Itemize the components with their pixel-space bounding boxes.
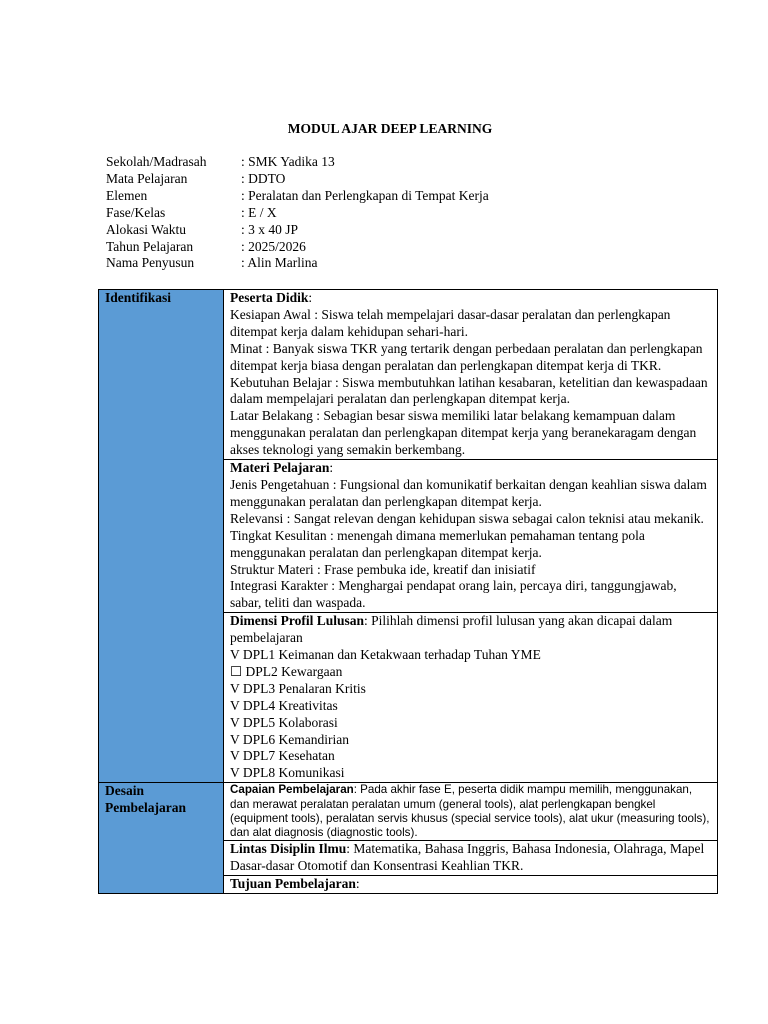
meta-value: : 3 x 40 JP [241, 221, 299, 237]
meta-label: Alokasi Waktu [106, 221, 187, 237]
identifikasi-label: Identifikasi [99, 290, 224, 783]
dpl-item: V DPL3 Penalaran Kritis [230, 680, 366, 696]
meta-value: : E / X [241, 204, 277, 220]
paragraph: Kebutuhan Belajar : Siswa membutuhkan latihan kesabaran, ketelitian dan kewaspadaan dalam mempelajari peralatan dan perlengkapan ditempat kerja. [230, 374, 708, 407]
paragraph: Jenis Pengetahuan : Fungsional dan komunikatif berkaitan dengan keahlian siswa dalam menggunakan peralatan dan perlengkapan ditempat kerja. [230, 476, 707, 509]
heading-text: Materi Pelajaran [230, 460, 330, 476]
paragraph: Tingkat Kesulitan : menengah dimana memerlukan pemahaman tentang pola menggunakan peralatan dan perlengkapan ditempat kerja. [230, 527, 645, 560]
meta-row [106, 154, 489, 171]
materi-heading [230, 460, 711, 477]
meta-label: Tahun Pelajaran [106, 238, 194, 254]
dpl-item: V DPL7 Kesehatan [230, 748, 335, 764]
meta-value: : 2025/2026 [241, 238, 306, 254]
heading-colon: : [355, 876, 360, 892]
meta-label: Elemen [106, 187, 148, 203]
dpl-item: V DPL5 Kolaborasi [230, 714, 338, 730]
meta-label: Nama Penyusun [106, 255, 195, 271]
tujuan-heading: Tujuan Pembelajaran [230, 876, 356, 892]
desain-label: Desain Pembelajaran [99, 783, 224, 894]
heading-colon: : [329, 460, 334, 476]
paragraph: Latar Belakang : Sebagian besar siswa memiliki latar belakang kemampuan dalam menggunakan peralatan dan perlengkapan ditempat kerja yang beranekaragam dengan akses teknologi yang semakin berkembang. [230, 408, 697, 458]
module-table [98, 289, 718, 894]
meta-row [106, 222, 489, 239]
meta-value: : SMK Yadika 13 [241, 154, 335, 169]
paragraph: Relevansi : Sangat relevan dengan kehidupan siswa sebagai calon teknisi atau mekanik. [230, 510, 704, 526]
dpl-item: V DPL4 Kreativitas [230, 697, 338, 713]
meta-row [106, 255, 489, 272]
meta-value: : Peralatan dan Perlengkapan di Tempat Kerja [241, 187, 489, 203]
meta-value: : Alin Marlina [241, 255, 318, 271]
heading-intro: : Pilihlah dimensi profil lulusan yang akan dicapai dalam pembelajaran [230, 613, 673, 646]
meta-row [106, 239, 489, 256]
capaian-heading: Capaian Pembelajaran [230, 783, 354, 797]
dpl-item: V DPL8 Komunikasi [230, 765, 345, 781]
lintas-heading: Lintas Disiplin Ilmu [230, 841, 347, 857]
heading-colon: : [308, 290, 313, 305]
paragraph: Minat : Banyak siswa TKR yang tertarik dengan perbedaan peralatan dan perlengkapan ditempat kerja biasa dengan peralatan dan perlengkapan ditempat kerja di TKR. [230, 340, 703, 373]
materi-cell [224, 460, 718, 613]
meta-label: Sekolah/Madrasah [106, 154, 207, 169]
meta-label: Mata Pelajaran [106, 170, 188, 186]
meta-block [106, 154, 489, 272]
meta-row [106, 188, 489, 205]
dpl-item: V DPL1 Keimanan dan Ketakwaan terhadap Tuhan YME [230, 647, 541, 663]
table-row [99, 290, 718, 460]
peserta-didik-cell [224, 290, 718, 460]
dpl-item: ☐ DPL2 Kewargaan [230, 663, 343, 679]
meta-label: Fase/Kelas [106, 204, 166, 220]
lintas-text: : Matematika, Bahasa Inggris, Bahasa Indonesia, Olahraga, Mapel Dasar-dasar Otomotif dan Konsentrasi Keahlian TKR. [230, 841, 705, 874]
capaian-cell [224, 783, 718, 841]
tujuan-cell [224, 876, 718, 894]
heading-text: Peserta Didik [230, 290, 309, 305]
peserta-didik-heading [230, 290, 711, 307]
meta-row [106, 171, 489, 188]
dimensi-cell [224, 613, 718, 783]
dpl-item: V DPL6 Kemandirian [230, 731, 349, 747]
table-row [99, 783, 718, 841]
meta-value: : DDTO [241, 170, 286, 186]
paragraph: Integrasi Karakter : Menghargai pendapat orang lain, percaya diri, tanggungjawab, sabar, teliti dan waspada. [230, 578, 677, 611]
lintas-cell [224, 841, 718, 876]
capaian-text: : Pada akhir fase E, peserta didik mampu memilih, menggunakan, dan merawat peralatan peralatan umum (general tools), alat perlengkapan bengkel (equipment tools), peralatan servis khusus (special service tools), alat ukur (measuring tools), dan alat diagnosis (diagnostic tools). [230, 783, 710, 840]
paragraph: Struktur Materi : Frase pembuka ide, kreatif dan inisiatif [230, 561, 536, 577]
paragraph: Kesiapan Awal : Siswa telah mempelajari dasar-dasar peralatan dan perlengkapan ditempat kerja dalam kehidupan sehari-hari. [230, 306, 671, 339]
document-title: MODUL AJAR DEEP LEARNING [287, 121, 493, 136]
meta-row [106, 205, 489, 222]
heading-text: Dimensi Profil Lulusan [230, 613, 365, 629]
dimensi-heading [230, 613, 711, 647]
